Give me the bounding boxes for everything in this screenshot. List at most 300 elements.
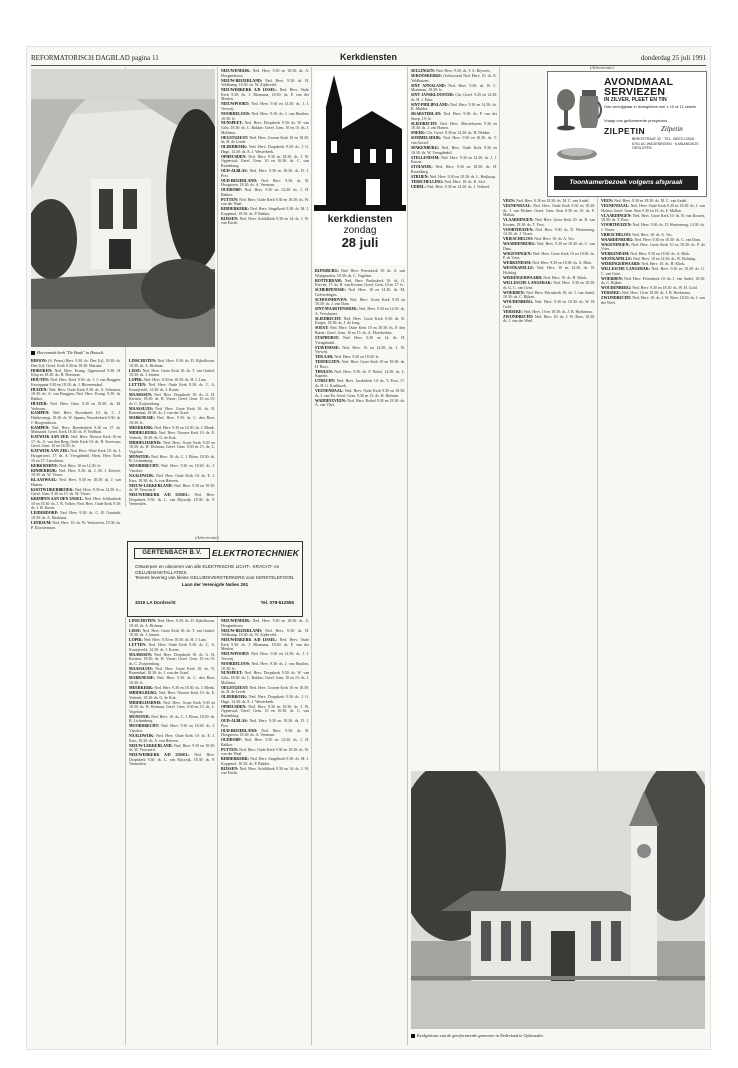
listing-place: VRIESCHELOO:	[601, 232, 633, 237]
listing-place: KAMPEN:	[31, 425, 52, 430]
listing-place: LUTTEN:	[129, 383, 149, 388]
ad-elektro-address: Laan der Verenigde Naties 261	[181, 581, 249, 587]
kerkdiensten-day: zondag	[343, 225, 377, 236]
listing-place: WAARDENBURG:	[503, 242, 537, 247]
listing-text: Ned. Herv. 10: ds. C. J. Blom, 18.30: ds. B. Lichtenberg.	[129, 714, 215, 724]
listing-column-5	[411, 69, 497, 765]
right-photo-caption	[411, 1033, 705, 1038]
listing-entry	[221, 619, 309, 628]
advertentie-label-left: (Advertentie)	[195, 535, 219, 540]
listing-place: MAASSLUIS:	[129, 666, 156, 671]
listing-place: KOOTWIJKERBROEK:	[31, 487, 75, 492]
listing-text: Ned. Herv. 10 en 18.30: ds. J. B. Hoeksema.	[523, 309, 593, 314]
listing-text: Ned. Herv. 9.30 en 14.30: lv.; Geref. Gem. 9.30 en 15: ds. W. Visser.	[31, 487, 121, 497]
ad-zilpe-prospectus: Vraagt ons geillustreerde prospectus	[604, 118, 668, 123]
listing-entry	[129, 691, 215, 700]
listing-place: MIDDELHARNIS:	[129, 700, 164, 705]
listing-text: Ned. Herv. Grote Kerk 10: ds. R. van Kooten, 18.30: ds. T. Poot.	[503, 218, 595, 227]
listing-place: SKARSTERLAN:	[411, 112, 444, 117]
listing-text: Ned. Herv. 9.30: ds. H. Veldkamp, 18.30: ds. W. Zijderveld.	[221, 628, 309, 638]
page-header	[31, 51, 706, 66]
listing-text: Ned. Herv. Oude Kerk 9.30 en 18.30: ds. J. van Holten; Geref. Gem. Sion 9.30 en 15: ds. F. Mallan.	[601, 203, 705, 213]
listing-place: KAMPEN:	[31, 411, 53, 416]
listing-text: Ned. Herv. Grote Kerk 9.30 en 18.30: ds. J. van Dam.	[315, 297, 405, 307]
listing-text: Ned. Herv. 9.30 en 18.30: ds. J. Blenk.	[154, 426, 215, 431]
listing-entry	[411, 146, 497, 155]
listing-entry	[31, 426, 121, 435]
listing-place: PUTTEN:	[221, 197, 240, 202]
listing-place: ZWIJNDRECHT:	[601, 296, 633, 301]
listing-place: PUTTEN:	[221, 747, 240, 752]
listing-entry	[31, 411, 121, 425]
listing-text: Ned. Herv. Schildkerk 9.30 en 14: ds. J. W. van Estrik.	[221, 216, 309, 226]
listing-text: Ned. Herv. 9.30 en 18.30: ds. C. van Dam.	[634, 237, 701, 242]
listing-entry	[503, 281, 595, 290]
listing-entry	[129, 441, 215, 455]
listing-entry	[221, 121, 309, 135]
ad-zilpe-brand: ZILPETIN	[604, 126, 645, 136]
listing-place: LISSE:	[129, 628, 143, 633]
listing-text: Ned. Herv. 9.30 en 18.30: ds. W. H. Gold.	[632, 286, 698, 291]
listing-entry	[503, 276, 595, 281]
listing-text: Ned. Herv. Groene Kerk 10 en 18.30: ds. H. de Leede.	[221, 135, 309, 145]
listing-text: Ned. Herv. 9.30: ds. C. den Boer, 18.30: lv.	[129, 416, 215, 426]
listing-text: Ned. Herv. 9.30 en 18.30: ds. H. J. Lam.	[143, 638, 207, 643]
listing-place: OUD-ALBLAS:	[221, 718, 250, 723]
listing-place: SINT-PHILIPSLAND:	[411, 102, 451, 107]
listing-text: Ned. Herv. 9.30: ds. P. van der Stoep, 19: lv.	[411, 112, 497, 121]
listing-entry	[221, 79, 309, 88]
listing-entry	[601, 267, 705, 276]
listing-entry	[221, 757, 309, 766]
listing-text: Ned. Herv. Oude Kerk 9.30: ds. A. Schouten, 18.30: ds. A. van Bruggen; Ned. Herv. Evang. 9.30: ds. Bakker.	[31, 387, 121, 401]
listing-entry	[129, 643, 215, 652]
listing-entry	[503, 242, 595, 251]
listing-place: VOORTHUIZEN:	[503, 227, 536, 232]
listing-text: Ned. Herv. Petruskerk 10: ds. J. van Andel, 18.30: ds. C. Rijken.	[601, 276, 705, 286]
listing-entry	[221, 671, 309, 685]
listing-text: Ned. Herv. 9.30 en 18.30: ds. W. Verwoerd.	[129, 483, 215, 493]
listing-place: SLIEDRECHT:	[315, 316, 344, 321]
listing-entry	[31, 478, 121, 487]
listing-text: Ned. Herv. Grote Kerk 10: ds. T. van Ginkel, 18.30: ds. J. Jansen.	[129, 368, 215, 378]
listing-column-4	[315, 269, 405, 1045]
listing-place: OLDEBROEK:	[221, 145, 249, 150]
listing-entry	[129, 734, 215, 743]
ad-elektro-header	[134, 548, 300, 559]
listing-entry	[411, 131, 497, 136]
listing-place: VOORTHUIZEN:	[601, 223, 633, 228]
listing-entry	[221, 719, 309, 728]
header-date: donderdag 25 juli 1991	[640, 54, 706, 62]
listing-place: ROTTERDAM:	[315, 278, 345, 283]
listing-entry	[221, 652, 309, 661]
listing-place: SINT JANSKLOOSTER:	[411, 93, 456, 98]
listing-place: NOORDELOOS:	[221, 661, 252, 666]
listing-text: Ned. Herv. 9.30 en 14.30: ds. K. Mulder.	[411, 102, 497, 112]
ad-elektro-body-line-2: Tevens levering van kleine GELUIDSVERSTERKERS voor KERKTELEFOON.	[135, 575, 295, 581]
listing-text: Ned. Herv. 9.30 en 18.30: ds. A. Blok.	[630, 252, 690, 257]
listing-place: NIEUW-BEIJERLAND:	[221, 628, 266, 633]
listing-place: UTRECHT:	[315, 379, 337, 384]
listing-entry	[129, 484, 215, 493]
listing-place: WOERDEN:	[503, 290, 527, 295]
advertentie-label-right: (Advertentie)	[590, 65, 614, 70]
listing-place: WIERINGERWAARD:	[601, 262, 642, 267]
listing-text: Ned. Herv. 9.30 en 14.30: ds. J. H. Bakker.	[221, 188, 309, 197]
listing-entry	[221, 169, 309, 178]
listing-entry	[315, 326, 405, 335]
listing-entry	[503, 228, 595, 237]
listing-text: Ned. Herv. Evang. Oppenoord 9.30: H. Klop en 18.30: ds. H. Boerman.	[31, 368, 121, 378]
listing-text: Ned. Herv. 9.30: ds. C. H. Gunnink, 18.30: ds. A. Haaksma.	[31, 511, 121, 521]
listing-text: Ned. Herv. 9.30 en 14.30: ds. J. J. Verweij.	[221, 102, 309, 111]
listing-entry	[411, 180, 497, 185]
listing-entry	[601, 214, 705, 223]
section-title: Kerkdiensten	[339, 52, 398, 62]
listing-entry	[503, 266, 595, 275]
listing-entry	[129, 416, 215, 425]
listing-entry	[221, 738, 309, 747]
listing-entry	[31, 464, 121, 469]
listing-place: MONSTER:	[129, 714, 152, 719]
listing-text: Ned. Herv. 9.30 en 18.30: ds. H. J. Lam.	[143, 378, 207, 383]
listing-text: Ned. Herv. 9.30 en 14.30: ds. J. J. Verweij.	[221, 652, 309, 661]
listing-place: STOLWIJK:	[411, 165, 436, 170]
listing-place: NIEUWERKERK A/D IJSSEL:	[221, 638, 280, 643]
listing-place: SEROOSKERKE:	[411, 73, 444, 78]
listing-entry	[31, 378, 121, 387]
listing-place: VEENENDAAL:	[601, 203, 631, 208]
listing-text: Ned. Herv. 9.30: ds. J. M. J. Kieviet, 18.30: ds. W. Visser.	[31, 468, 121, 478]
listing-entry	[221, 88, 309, 102]
listing-entry	[503, 291, 595, 300]
listing-text: Ned. Herv. Grote Kerk 9.30: ds. R. Kuiper, 18.30: ds. J. de Jong.	[315, 316, 405, 326]
listing-place: SINT-MAARTENSDIJK:	[315, 307, 359, 312]
ad-elektro-company: GERTENBACH B.V.	[134, 548, 210, 559]
listing-text: Ned. Herv. Oude Kerk 9.30 en 18.30: ds. W. Vreugdenhil.	[411, 146, 497, 155]
listing-place: NIEUWERKERK A/D IJSSEL:	[129, 753, 195, 758]
listing-entry	[221, 112, 309, 121]
listing-entry	[129, 464, 215, 473]
ad-zilpe-signature: Zilpetin	[661, 125, 683, 133]
listing-text: Ned. Herv. Oude Kerk 9.30: ds. C. A. Kraaijeveld, 14.30: ds. J. Koren.	[129, 643, 215, 652]
listing-text: Ned. Herv. 9.30 en 18.30: ds. J. Visscher.	[129, 464, 215, 473]
listing-place: RHOON:	[31, 359, 49, 363]
listing-entry	[221, 748, 309, 757]
listing-text: Ned. Herv. 9.30: ds. C. den Boer, 18.30: lv.	[129, 676, 215, 686]
listing-place: TER AAR:	[315, 355, 335, 360]
listing-text: Ned. Herv. Nieuwe Kerk 10: ds. E. Verkerk, 18.30: ds. G. de Kok.	[129, 431, 215, 440]
listing-entry	[31, 511, 121, 520]
listing-text: Ned. Herv. Grote Kerk 9.30 en 18.30: ds. H. Hofman; Geref. Gem. 9.30 en 15: ds. L. Vogelaar.	[129, 700, 215, 714]
listing-entry	[503, 252, 595, 261]
listing-place: LINSCHOTEN:	[129, 359, 158, 363]
listing-place: MARKNESSE:	[129, 416, 157, 421]
listing-text: Ned. Herv. 9.30: ds. B. Hoogsteen, 18.30: ds. A. Veerman.	[221, 178, 309, 188]
listing-entry	[601, 286, 705, 291]
listing-text: Ned. Herv. 10 en 14.30: lv.	[59, 463, 102, 468]
listing-place: SINT ANNALAND:	[411, 83, 449, 88]
listing-text: Ned. Herv. 9.30 en 18.30: ds. H. Rosenberg.	[411, 165, 497, 174]
listing-place: NUNSPEET:	[221, 671, 245, 676]
listing-column-1	[31, 359, 121, 1045]
listing-place: NAALDWIJK:	[129, 733, 157, 738]
listing-place: KERKWERVE:	[31, 463, 60, 468]
listing-entry	[411, 185, 497, 190]
listing-text: Ned. Herv. Witte Kerk 10: ds. J. Hoogerwerf, 17: ds. A. Vreugdenhil; Herst. Herv. Kerk 10 en 17: Leesdienst.	[31, 449, 121, 463]
listing-entry	[601, 277, 705, 286]
listing-entry	[411, 84, 497, 93]
listing-text: Ned. Herv. 10: ds. W. Verhoeven, 18.30: ds. P. Kloosterman.	[31, 521, 121, 530]
right-photo-caption-text: Kerkgebouw van de gereformeerde gemeente in Nederland te Opheusden.	[417, 1033, 544, 1038]
listing-place: MONSTER:	[129, 454, 152, 459]
listing-text: Ned. Herv. 10: ds. C. J. Blom, 18.30: ds. B. Lichtenberg.	[129, 454, 215, 464]
listing-text: Ned. Herv. Dorpskerk 9.30: ds. L. van Rijswijk, 18.30: ds. P. Vermeulen.	[129, 493, 215, 507]
listing-entry	[221, 69, 309, 78]
listing-text: Ned. Herv. 10: ds. J. W. Boer, 18.30: ds. J. van der Weel.	[503, 314, 595, 324]
listing-entry	[315, 399, 405, 408]
listing-entry	[129, 744, 215, 753]
listing-text: Ned. Herv. 9.30 en 18.30: ds. D. J. Post.	[221, 168, 309, 178]
listing-entry	[221, 198, 309, 207]
listing-entry	[411, 136, 497, 145]
listing-column-6	[503, 199, 595, 765]
listing-entry	[601, 262, 705, 267]
left-photo-caption-text: Hervormde kerk "De Baak" in Hasselt.	[37, 350, 105, 355]
listing-entry	[221, 767, 309, 776]
listing-text: Ned. Herv. 10: ds. K. Stol.	[444, 179, 486, 184]
listing-entry	[315, 370, 405, 379]
listing-text: Ned. Herv. 10: ds. A. Vos.	[534, 237, 575, 242]
listing-text: Ned. Herv. Grote Kerk 10 en 18.30: ds. P. de Vries.	[601, 242, 705, 252]
ad-zilpe-note: Ook verkrijgbaar in tinnegieters met ± 10 of 12 cirkels	[604, 104, 696, 109]
listing-place: SOEST:	[315, 326, 330, 331]
listing-entry	[411, 103, 497, 112]
listing-place: NIEUWENDIJK:	[221, 69, 253, 73]
listing-place: LISSE:	[129, 368, 143, 373]
listing-place: NIEUWERKERK A/D IJSSEL:	[129, 493, 195, 498]
listing-place: SPAKENBURG:	[411, 146, 442, 151]
column-divider	[311, 67, 312, 1045]
listing-entry	[129, 724, 215, 733]
listing-place: STRIJEN:	[411, 174, 430, 179]
listing-text: Ned. Herv. Grote Kerk 10 en 18.30: ds. H. Roos.	[315, 360, 405, 369]
listing-entry	[503, 310, 595, 315]
listing-place: WOERDEN:	[601, 276, 625, 281]
listing-text: Ned. Herv. Oude Kerk 9.30: ds. J. Blomsma, 18.30: ds. P. van der Meulen.	[221, 638, 309, 652]
listing-text: Ned. Herv. Oude Kerk 10 en 18.30: ds. P. den Butter; Geref. Gem. 10 en 15: ds. A. Moerkerken.	[315, 326, 405, 336]
listing-entry	[411, 122, 497, 131]
listing-text: Ned. Herv. 9.30 en 18.30: ds. W. H. Gold.	[503, 300, 595, 309]
listing-place: STAPHORST:	[315, 336, 344, 341]
listing-text: Ned. Herv. 9.30 en 18.30: ds. M. C. van Andel.	[516, 199, 590, 203]
listing-entry	[221, 207, 309, 216]
listing-place: VEENENDAAL:	[315, 388, 345, 393]
listing-place: MEERKERK:	[129, 426, 155, 431]
listing-place: LOPIK:	[129, 638, 144, 643]
kerkdiensten-heading: kerkdiensten	[327, 213, 393, 225]
church-photo-de-baak	[31, 69, 215, 347]
listing-text: Ned. Herv. 9.30: ds. D. Westerneng, 14.30: ds. J. Visser.	[601, 223, 705, 232]
listing-entry	[129, 715, 215, 724]
elektrotechniek-advertisement	[127, 541, 303, 617]
listing-text: Ned. Herv. Ichthuskerk 10 en 18.30: ds. J. R. Volker; Ned. Herv. Oude Kerk 9.30: ds. J. H. Koren.	[31, 497, 121, 511]
listing-entry	[31, 369, 121, 378]
listing-entry	[221, 217, 309, 226]
listing-text: Ned. Herv. Bovenkerk 10: ds. C. J. Hakkesteegt, 18.30: ds. W. Spaans; Noorderkerk 9.30: ds. J. Hoogendoorn.	[31, 411, 121, 425]
listing-column-7	[601, 199, 705, 765]
listing-place: WESTKAPELLE:	[503, 266, 537, 271]
listing-entry	[31, 488, 121, 497]
listing-place: WAARDENBURG:	[601, 237, 635, 242]
listing-place: OUD-BEIJERLAND:	[221, 178, 262, 183]
listing-text: Ned. Herv. Dorpskerk 9.30: ds. J. G. Hage, 14.30: ds. E. J. Westerbeek.	[221, 145, 309, 154]
listing-place: KATWIJK AAN ZEE:	[31, 435, 71, 440]
listing-text: Ned. Herv. 9.30 en 18.30: ds. J. W. Oppenwal; Geref. Gem. 10 en 16.30: ds. C. van Ruitenburg.	[221, 704, 309, 718]
listing-place: STELLENDAM:	[411, 155, 442, 160]
listing-entry	[31, 388, 121, 402]
listing-text: Ned. Herv. 9.30 en 18.30: ds. J. van Haaren.	[31, 478, 121, 487]
listing-place: OPHEUSDEN:	[221, 154, 249, 159]
listing-text: Ned. Herv. Grote Kerk 10: ds. N. Rozendaal, 18.30: ds. J. van der Graaf.	[129, 666, 215, 676]
listing-entry	[315, 355, 405, 360]
listing-text: Ned. Herv. Pauluskerk 10: ds. G. Kieviet, 17: ds. R. van Kooten; Geref. Gem. 10 en 17: lv.	[315, 278, 405, 288]
listing-place: OUD-ALBLAS:	[221, 168, 250, 173]
listing-entry	[129, 407, 215, 416]
listing-place: TERNEUZEN:	[315, 360, 342, 365]
listing-entry	[411, 74, 497, 83]
listing-entry	[129, 701, 215, 715]
listing-text: Ned. Herv. Grote Kerk 10: ds. N. Rozendaal, 18.30: ds. J. van der Graaf.	[129, 406, 215, 416]
listing-place: VEEN:	[503, 199, 517, 203]
listing-text: Ned. Herv. 10 en 14.30: ds. M. Golverdingen.	[315, 288, 405, 297]
listing-place: RIJNSBURG:	[315, 269, 341, 273]
listing-place: MAARSSEN:	[129, 392, 155, 397]
listing-text: Ned. Herv. 9.30 en 14.30: ds. J. J. Kroon.	[411, 155, 497, 165]
listing-place: NAALDWIJK:	[129, 473, 157, 478]
listing-place: MOORDRECHT:	[129, 464, 161, 469]
listing-entry	[221, 629, 309, 638]
listing-column-9	[221, 619, 309, 1045]
listing-place: NIEUWENDIJK:	[221, 619, 253, 623]
listing-place: TERSCHELLING:	[411, 179, 445, 184]
listing-place: LUTTEN:	[129, 643, 149, 648]
avondmaal-serviezen-advertisement	[547, 71, 707, 197]
listing-entry	[411, 156, 497, 165]
listing-entry	[601, 199, 705, 204]
listing-entry	[315, 360, 405, 369]
listing-place: MAARSSEN:	[129, 652, 155, 657]
listing-entry	[129, 455, 215, 464]
listing-text: Ned. Herv. 9.30: ds. B. Hoogsteen, 18.30: ds. A. Veerman.	[221, 728, 309, 738]
listing-entry	[503, 237, 595, 242]
listing-place: WILLESCHE LANGERAK:	[601, 267, 652, 272]
listing-entry	[601, 291, 705, 296]
listing-text: Ned. Herv. Singelkerk 9.30: ds. M. J. Koppenol, 18.30: ds. P. Bakker.	[221, 207, 309, 216]
listing-place: OUDDORP:	[221, 738, 245, 743]
listing-place: MARKNESSE:	[129, 676, 157, 681]
listing-entry	[129, 359, 215, 368]
listing-place: SOMMELSDIJK:	[411, 136, 444, 141]
listing-place: WIERINGERWAARD:	[503, 276, 544, 281]
listing-entry	[221, 102, 309, 111]
listing-entry	[129, 753, 215, 767]
listing-entry	[129, 474, 215, 483]
listing-place: SCHERPENISSE:	[315, 288, 349, 293]
listing-place: WADDINXVEEN:	[315, 398, 348, 403]
opheusden-photo-image	[411, 771, 705, 1029]
listing-place: OLDEBROEK:	[221, 695, 249, 700]
listing-place: LEIDERDORP:	[31, 511, 61, 516]
listing-text: Chr. Geref. 9.45 en 14.30: ds. H. J. Ettor.	[411, 93, 497, 102]
listing-text: Ned. Herv. Oude Kerk 9.30: ds. J. Blomsma, 18.30: ds. P. van der Meulen.	[221, 88, 309, 102]
church-photo-opheusden	[411, 771, 705, 1029]
listing-entry	[129, 676, 215, 685]
listing-entry	[221, 155, 309, 169]
listing-text: (Schouwen) Ned. Herv. 10: ds. K. Veldhuizen.	[411, 73, 497, 83]
listing-text: Ned. Herv. Nieuwe Kerk 10 en 17: ds. A. van den Berg; Oude Kerk 10: ds. H. Korevaar; Geref. Gem. 10 en 16.30: lv.	[31, 435, 121, 449]
listing-entry	[221, 686, 309, 695]
listing-place: NIEUWERKERK A/D IJSSEL:	[221, 88, 280, 93]
listing-text: Ned. Herv. 9.30 en 18.30: lv.	[334, 355, 380, 360]
listing-text: Ned. Herv. 10: ds. H. Klink.	[543, 276, 588, 281]
listing-entry	[129, 667, 215, 676]
kerkdiensten-date: 28 juli	[341, 235, 379, 250]
listing-entry	[315, 336, 405, 345]
listing-text: Ned. Herv. 9.30 en 18.30: ds. A. Blok.	[532, 261, 592, 266]
listing-text: Ned. Herv. Oude Kerk 10: ds. E. J. Kars, 18.30: ds. A. van Heteren.	[129, 473, 215, 483]
listing-entry	[503, 199, 595, 204]
listing-place: KRIMPEN AAN DEN IJSSEL:	[31, 497, 85, 502]
listing-text: Ned. Herv. 9.30 en 14: ds. H. Vreugdenhil.	[315, 336, 405, 345]
listing-place: LOPIK:	[129, 378, 144, 383]
listing-entry	[221, 638, 309, 652]
listing-place: MIDDELHARNIS:	[129, 440, 164, 445]
listing-text: Ned. Herv. Kerk 9.30: ds. J. J. van Bruggen, Knooppunt 9.30 en 18.30: ds. J. Bloemendaal.	[31, 378, 121, 387]
listing-text: Ned. Herv. Dorpskerk 10: ds. G. H. Kersten, 18.30: ds. H. Visser; Geref. Gem. 10 en 15: ds. C. Zwijnenburg.	[129, 652, 215, 666]
caption-bullet	[411, 1034, 415, 1038]
listing-place: VLAARDINGEN:	[601, 213, 633, 218]
listing-place: WOUDENBERG:	[601, 286, 633, 291]
listing-place: LEERSUM:	[31, 521, 53, 526]
listing-text: Ned. Herv. Petruskerk 10: ds. A. van Wijngaarden, 18.30: ds. C. Vogelaar.	[315, 269, 405, 278]
listing-text: Ned. Herv. Petruskerk 10: ds. J. van Andel, 18.30: ds. C. Rijken.	[503, 290, 595, 300]
ad-elektro-tagline: ELEKTROTECHNIEK	[212, 548, 300, 558]
listing-entry	[601, 296, 705, 305]
listing-text: Ned. Herv. 9.30: ds. D. Westerneng, 14.30: ds. J. Visser.	[503, 227, 595, 237]
ad-zilpe-banner: Toonkamerbezoek volgens afspraak	[554, 176, 698, 190]
listing-column-2	[129, 359, 215, 535]
listing-entry	[129, 493, 215, 507]
listing-text: Ned. Herv. Oude Kerk 9.30 en 18.30: ds. J. van Ee; Geref. Gem. 9.30 en 15: ds. H. Hofman.	[315, 388, 405, 398]
listing-place: NIEUWPOORT:	[221, 102, 252, 107]
listing-text: Ned. Herv. 9.30: ds. W. C. Moerman, 18.30: lv.	[411, 83, 497, 93]
caption-bullet	[31, 351, 35, 355]
listing-text: Ned. Herv. 9.30 en 18.30: ds. C. van Dam.	[503, 242, 595, 251]
listing-entry	[315, 317, 405, 326]
listing-column-8	[129, 619, 215, 1045]
listing-place: OUD-BEIJERLAND:	[221, 728, 262, 733]
listing-text: Ned. Herv. Oude Kerk 10: ds. E. J. Kars, 18.30: ds. A. van Heteren.	[129, 733, 215, 743]
listing-text: Ned. Herv. Gem. 9.30 en 18.30: ds. M. Verboom.	[31, 401, 121, 411]
listing-entry	[31, 449, 121, 463]
listing-entry	[221, 188, 309, 197]
listing-place: MAASSLUIS:	[129, 406, 156, 411]
listing-place: MOORDRECHT:	[129, 724, 161, 729]
left-photo-caption	[31, 350, 215, 355]
listing-entry	[601, 204, 705, 213]
